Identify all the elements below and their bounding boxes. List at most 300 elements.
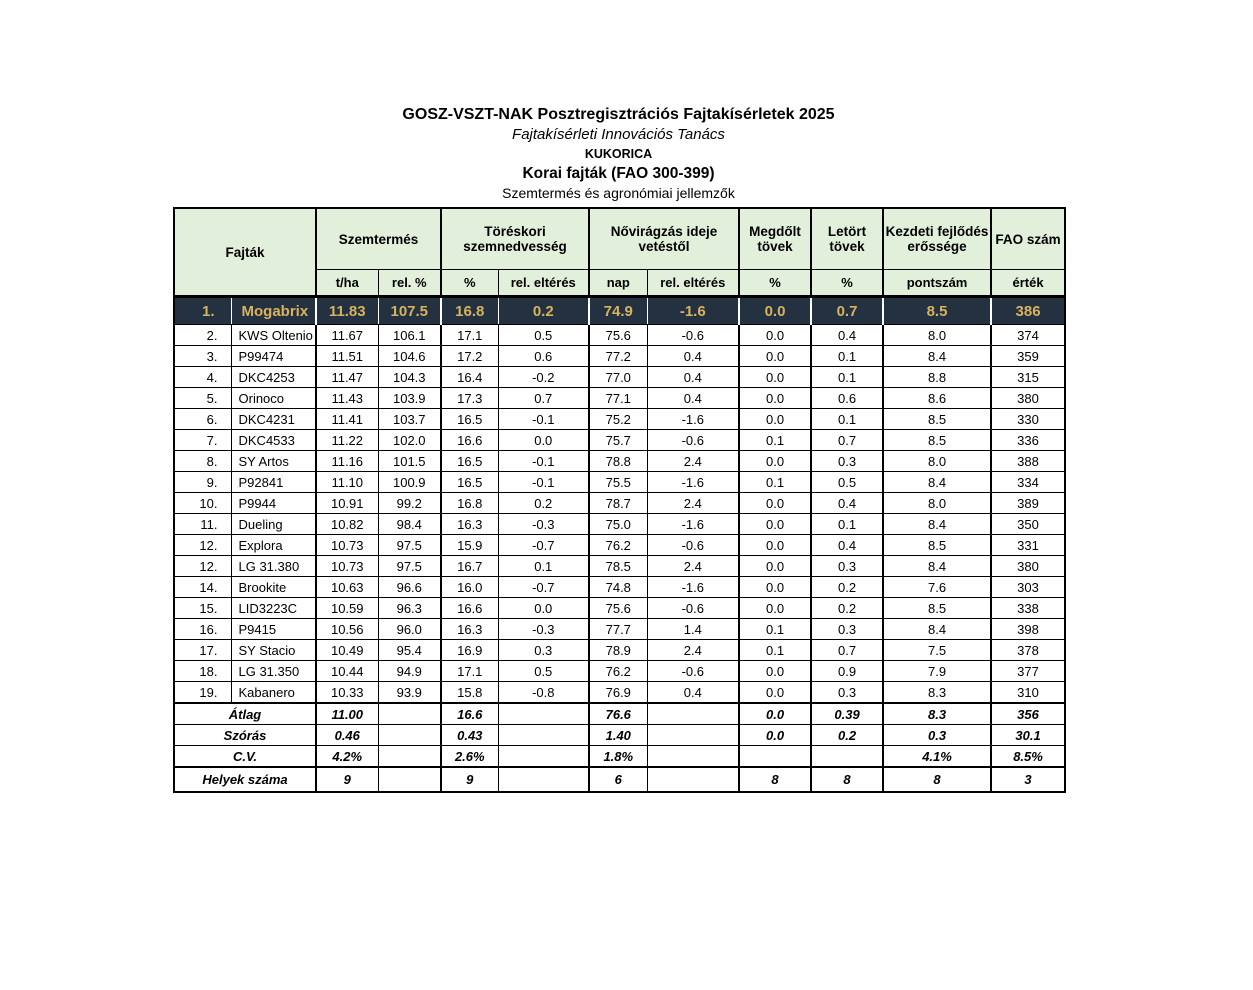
value-cell: 96.3	[378, 598, 441, 619]
value-cell: 8.4	[883, 514, 991, 535]
summary-value-cell: 0.2	[811, 725, 883, 746]
value-cell: 7.5	[883, 640, 991, 661]
value-cell: 0.2	[811, 577, 883, 598]
value-cell: 0.0	[739, 514, 811, 535]
variety-name-cell: KWS Oltenio	[231, 325, 316, 346]
value-cell: 96.6	[378, 577, 441, 598]
value-cell: 16.5	[441, 472, 498, 493]
value-cell: 10.56	[316, 619, 378, 640]
value-cell: -1.6	[647, 514, 739, 535]
summary-value-cell	[498, 746, 589, 768]
value-cell: 8.5	[883, 430, 991, 451]
variety-name-cell: Orinoco	[231, 388, 316, 409]
value-cell: 10.63	[316, 577, 378, 598]
summary-row	[174, 767, 1065, 792]
variety-name-cell: LID3223C	[231, 598, 316, 619]
value-cell: 76.9	[589, 682, 647, 704]
column-subheader: t/ha	[316, 270, 378, 297]
summary-value-cell: 4.2%	[316, 746, 378, 768]
value-cell: 74.8	[589, 577, 647, 598]
value-cell: 10.49	[316, 640, 378, 661]
table-row	[174, 577, 1065, 598]
variety-name-cell: DKC4231	[231, 409, 316, 430]
summary-value-cell: 0.0	[739, 703, 811, 725]
value-cell: 338	[991, 598, 1065, 619]
value-cell: 0.4	[811, 535, 883, 556]
column-subheader: rel. %	[378, 270, 441, 297]
summary-value-cell: 3	[991, 767, 1065, 792]
value-cell: 75.0	[589, 514, 647, 535]
value-cell: 11.83	[316, 297, 378, 325]
value-cell: 0.1	[811, 367, 883, 388]
value-cell: 0.3	[498, 640, 589, 661]
value-cell: 97.5	[378, 535, 441, 556]
value-cell: 16.4	[441, 367, 498, 388]
value-cell: 10.82	[316, 514, 378, 535]
value-cell: 11.22	[316, 430, 378, 451]
table-row	[174, 556, 1065, 577]
value-cell: 11.51	[316, 346, 378, 367]
summary-value-cell: 76.6	[589, 703, 647, 725]
summary-value-cell: 30.1	[991, 725, 1065, 746]
value-cell: 380	[991, 556, 1065, 577]
rank-cell: 1.	[174, 297, 231, 325]
table-header	[174, 208, 1065, 297]
variety-name-cell: P9415	[231, 619, 316, 640]
rank-cell: 14.	[174, 577, 231, 598]
value-cell: -0.7	[498, 535, 589, 556]
value-cell: 350	[991, 514, 1065, 535]
value-cell: -0.2	[498, 367, 589, 388]
value-cell: 0.7	[811, 297, 883, 325]
value-cell: -1.6	[647, 577, 739, 598]
summary-value-cell: 16.6	[441, 703, 498, 725]
value-cell: 0.0	[498, 598, 589, 619]
summary-value-cell: 2.6%	[441, 746, 498, 768]
summary-value-cell: 0.3	[883, 725, 991, 746]
value-cell: 8.4	[883, 472, 991, 493]
value-cell: 75.7	[589, 430, 647, 451]
value-cell: 0.4	[647, 682, 739, 704]
summary-value-cell	[378, 746, 441, 768]
value-cell: 331	[991, 535, 1065, 556]
table-row	[174, 367, 1065, 388]
value-cell: 78.9	[589, 640, 647, 661]
rank-cell: 9.	[174, 472, 231, 493]
value-cell: 16.3	[441, 514, 498, 535]
summary-label-cell: Átlag	[174, 703, 316, 725]
value-cell: 11.67	[316, 325, 378, 346]
column-group-header: Töréskori szemnedvesség	[441, 208, 589, 270]
value-cell: 75.6	[589, 598, 647, 619]
value-cell: 11.47	[316, 367, 378, 388]
variety-name-cell: P9944	[231, 493, 316, 514]
table-row	[174, 598, 1065, 619]
summary-value-cell: 8.5%	[991, 746, 1065, 768]
value-cell: 103.7	[378, 409, 441, 430]
value-cell: 103.9	[378, 388, 441, 409]
value-cell: 1.4	[647, 619, 739, 640]
summary-row	[174, 703, 1065, 725]
value-cell: 0.0	[739, 346, 811, 367]
value-cell: 2.4	[647, 556, 739, 577]
value-cell: 0.4	[647, 367, 739, 388]
summary-value-cell: 11.00	[316, 703, 378, 725]
table-row	[174, 451, 1065, 472]
table-row	[174, 430, 1065, 451]
column-group-header: Szemtermés	[316, 208, 441, 270]
value-cell: 10.59	[316, 598, 378, 619]
value-cell: -0.6	[647, 598, 739, 619]
table-row	[174, 388, 1065, 409]
value-cell: 0.2	[498, 493, 589, 514]
rank-cell: 6.	[174, 409, 231, 430]
value-cell: 0.4	[811, 493, 883, 514]
value-cell: 8.4	[883, 619, 991, 640]
value-cell: 17.2	[441, 346, 498, 367]
summary-value-cell	[811, 746, 883, 768]
column-subheader: %	[739, 270, 811, 297]
value-cell: -0.3	[498, 514, 589, 535]
value-cell: 77.2	[589, 346, 647, 367]
value-cell: 0.5	[498, 325, 589, 346]
table-body	[174, 297, 1065, 793]
value-cell: 8.4	[883, 346, 991, 367]
summary-value-cell	[378, 767, 441, 792]
value-cell: 0.1	[811, 514, 883, 535]
value-cell: 0.0	[739, 451, 811, 472]
value-cell: 95.4	[378, 640, 441, 661]
summary-value-cell: 1.8%	[589, 746, 647, 768]
summary-value-cell: 0.43	[441, 725, 498, 746]
value-cell: 0.0	[739, 297, 811, 325]
table-row	[174, 682, 1065, 704]
value-cell: 0.3	[811, 682, 883, 704]
value-cell: 96.0	[378, 619, 441, 640]
variety-name-cell: Mogabrix	[231, 297, 316, 325]
table-row	[174, 514, 1065, 535]
value-cell: 0.2	[498, 297, 589, 325]
summary-row	[174, 725, 1065, 746]
table-row	[174, 661, 1065, 682]
value-cell: 0.0	[739, 535, 811, 556]
value-cell: 77.1	[589, 388, 647, 409]
rank-cell: 11.	[174, 514, 231, 535]
section-title: Szemtermés és agronómiai jellemzők	[502, 185, 735, 201]
variety-name-cell: Dueling	[231, 514, 316, 535]
value-cell: 0.0	[739, 661, 811, 682]
value-cell: 0.4	[811, 325, 883, 346]
rank-cell: 12.	[174, 535, 231, 556]
value-cell: 75.5	[589, 472, 647, 493]
table-row	[174, 535, 1065, 556]
value-cell: 0.0	[739, 556, 811, 577]
value-cell: -0.6	[647, 430, 739, 451]
value-cell: 380	[991, 388, 1065, 409]
value-cell: 0.6	[811, 388, 883, 409]
value-cell: -0.6	[647, 661, 739, 682]
value-cell: 8.5	[883, 598, 991, 619]
value-cell: 8.3	[883, 682, 991, 704]
summary-value-cell	[498, 703, 589, 725]
value-cell: 2.4	[647, 640, 739, 661]
value-cell: 0.0	[739, 388, 811, 409]
table-row	[174, 325, 1065, 346]
summary-label-cell: C.V.	[174, 746, 316, 768]
rank-cell: 17.	[174, 640, 231, 661]
variety-name-cell: DKC4253	[231, 367, 316, 388]
value-cell: 16.6	[441, 430, 498, 451]
value-cell: -1.6	[647, 472, 739, 493]
value-cell: 76.2	[589, 661, 647, 682]
value-cell: 0.0	[739, 367, 811, 388]
column-group-header: Letört tövek	[811, 208, 883, 270]
summary-value-cell: 8	[811, 767, 883, 792]
summary-label-cell: Helyek száma	[174, 767, 316, 792]
rank-cell: 15.	[174, 598, 231, 619]
value-cell: 336	[991, 430, 1065, 451]
value-cell: 8.5	[883, 297, 991, 325]
value-cell: 359	[991, 346, 1065, 367]
variety-name-cell: DKC4533	[231, 430, 316, 451]
summary-value-cell	[378, 703, 441, 725]
value-cell: 8.0	[883, 451, 991, 472]
variety-name-cell: Explora	[231, 535, 316, 556]
value-cell: 97.5	[378, 556, 441, 577]
value-cell: 0.3	[811, 619, 883, 640]
value-cell: 377	[991, 661, 1065, 682]
value-cell: 0.0	[739, 409, 811, 430]
variety-name-cell: P92841	[231, 472, 316, 493]
value-cell: 0.4	[647, 346, 739, 367]
value-cell: 2.4	[647, 493, 739, 514]
value-cell: 0.0	[739, 682, 811, 704]
column-subheader: rel. eltérés	[647, 270, 739, 297]
value-cell: 8.8	[883, 367, 991, 388]
value-cell: 315	[991, 367, 1065, 388]
summary-value-cell: 356	[991, 703, 1065, 725]
value-cell: 98.4	[378, 514, 441, 535]
summary-value-cell: 0.39	[811, 703, 883, 725]
value-cell: 104.3	[378, 367, 441, 388]
summary-value-cell	[498, 725, 589, 746]
summary-value-cell	[498, 767, 589, 792]
value-cell: 0.2	[811, 598, 883, 619]
table-row	[174, 493, 1065, 514]
value-cell: -0.1	[498, 472, 589, 493]
value-cell: 17.1	[441, 661, 498, 682]
summary-value-cell: 9	[316, 767, 378, 792]
value-cell: 303	[991, 577, 1065, 598]
value-cell: 17.3	[441, 388, 498, 409]
value-cell: 16.0	[441, 577, 498, 598]
value-cell: 0.1	[739, 430, 811, 451]
table-row	[174, 619, 1065, 640]
summary-row	[174, 746, 1065, 768]
value-cell: 16.8	[441, 493, 498, 514]
rank-cell: 3.	[174, 346, 231, 367]
value-cell: 0.7	[811, 430, 883, 451]
value-cell: 0.5	[811, 472, 883, 493]
value-cell: 0.9	[811, 661, 883, 682]
value-cell: 93.9	[378, 682, 441, 704]
report-subtitle: Fajtakísérleti Innovációs Tanács	[512, 126, 725, 143]
value-cell: 76.2	[589, 535, 647, 556]
value-cell: -0.7	[498, 577, 589, 598]
value-cell: 310	[991, 682, 1065, 704]
value-cell: 78.5	[589, 556, 647, 577]
rank-cell: 8.	[174, 451, 231, 472]
value-cell: 2.4	[647, 451, 739, 472]
value-cell: 94.9	[378, 661, 441, 682]
value-cell: -0.8	[498, 682, 589, 704]
value-cell: 10.33	[316, 682, 378, 704]
value-cell: 8.0	[883, 493, 991, 514]
column-subheader: érték	[991, 270, 1065, 297]
variety-name-cell: Brookite	[231, 577, 316, 598]
table-row	[174, 640, 1065, 661]
value-cell: 8.0	[883, 325, 991, 346]
value-cell: 0.3	[811, 556, 883, 577]
summary-value-cell: 4.1%	[883, 746, 991, 768]
value-cell: 107.5	[378, 297, 441, 325]
value-cell: 10.73	[316, 556, 378, 577]
value-cell: 10.91	[316, 493, 378, 514]
report-sheet	[173, 104, 1064, 793]
title-block	[173, 104, 1064, 203]
variety-name-cell: LG 31.380	[231, 556, 316, 577]
value-cell: 16.8	[441, 297, 498, 325]
variety-name-cell: P99474	[231, 346, 316, 367]
value-cell: 0.6	[498, 346, 589, 367]
value-cell: 75.2	[589, 409, 647, 430]
summary-value-cell	[647, 746, 739, 768]
value-cell: 8.6	[883, 388, 991, 409]
value-cell: 386	[991, 297, 1065, 325]
column-subheader: pontszám	[883, 270, 991, 297]
column-subheader: %	[441, 270, 498, 297]
value-cell: 11.10	[316, 472, 378, 493]
value-cell: 17.1	[441, 325, 498, 346]
value-cell: 10.73	[316, 535, 378, 556]
value-cell: 0.4	[647, 388, 739, 409]
summary-value-cell: 8	[739, 767, 811, 792]
value-cell: 11.43	[316, 388, 378, 409]
summary-value-cell: 8.3	[883, 703, 991, 725]
value-cell: 15.8	[441, 682, 498, 704]
summary-label-cell: Szórás	[174, 725, 316, 746]
value-cell: 378	[991, 640, 1065, 661]
value-cell: 0.1	[498, 556, 589, 577]
value-cell: 0.7	[498, 388, 589, 409]
table-row	[174, 346, 1065, 367]
results-table	[173, 207, 1066, 793]
variety-name-cell: SY Stacio	[231, 640, 316, 661]
value-cell: 0.1	[811, 346, 883, 367]
summary-value-cell	[647, 703, 739, 725]
table-row-winner	[174, 297, 1065, 325]
group-title: Korai fajták (FAO 300-399)	[522, 165, 715, 182]
column-group-header: Megdőlt tövek	[739, 208, 811, 270]
summary-value-cell: 9	[441, 767, 498, 792]
value-cell: 0.3	[811, 451, 883, 472]
column-subheader: %	[811, 270, 883, 297]
value-cell: 100.9	[378, 472, 441, 493]
value-cell: 0.0	[739, 493, 811, 514]
value-cell: 104.6	[378, 346, 441, 367]
summary-value-cell: 8	[883, 767, 991, 792]
variety-name-cell: SY Artos	[231, 451, 316, 472]
value-cell: 0.1	[739, 619, 811, 640]
rank-cell: 12.	[174, 556, 231, 577]
value-cell: 102.0	[378, 430, 441, 451]
rank-cell: 5.	[174, 388, 231, 409]
value-cell: 8.5	[883, 409, 991, 430]
value-cell: 8.5	[883, 535, 991, 556]
variety-name-cell: LG 31.350	[231, 661, 316, 682]
value-cell: 398	[991, 619, 1065, 640]
value-cell: 16.5	[441, 409, 498, 430]
value-cell: 8.4	[883, 556, 991, 577]
value-cell: 7.9	[883, 661, 991, 682]
value-cell: 0.0	[498, 430, 589, 451]
value-cell: 0.1	[739, 472, 811, 493]
table-row	[174, 409, 1065, 430]
value-cell: 7.6	[883, 577, 991, 598]
value-cell: 106.1	[378, 325, 441, 346]
value-cell: 0.0	[739, 598, 811, 619]
column-subheader: nap	[589, 270, 647, 297]
report-title: GOSZ-VSZT-NAK Posztregisztrációs Fajtakísérletek 2025	[402, 106, 835, 123]
crop-name: KUKORICA	[584, 147, 653, 161]
value-cell: 15.9	[441, 535, 498, 556]
value-cell: 388	[991, 451, 1065, 472]
value-cell: -1.6	[647, 409, 739, 430]
summary-value-cell	[647, 767, 739, 792]
value-cell: -1.6	[647, 297, 739, 325]
value-cell: 389	[991, 493, 1065, 514]
rank-cell: 4.	[174, 367, 231, 388]
value-cell: 78.7	[589, 493, 647, 514]
summary-value-cell: 1.40	[589, 725, 647, 746]
value-cell: 0.0	[739, 577, 811, 598]
value-cell: 78.8	[589, 451, 647, 472]
value-cell: 11.41	[316, 409, 378, 430]
value-cell: 75.6	[589, 325, 647, 346]
variety-name-cell: Kabanero	[231, 682, 316, 704]
rank-cell: 16.	[174, 619, 231, 640]
value-cell: 11.16	[316, 451, 378, 472]
column-group-header: Kezdeti fejlődés erőssége	[883, 208, 991, 270]
value-cell: 16.3	[441, 619, 498, 640]
summary-value-cell: 0.0	[739, 725, 811, 746]
value-cell: 0.1	[811, 409, 883, 430]
value-cell: 0.5	[498, 661, 589, 682]
value-cell: -0.6	[647, 325, 739, 346]
value-cell: 0.1	[739, 640, 811, 661]
summary-value-cell: 0.46	[316, 725, 378, 746]
rank-cell: 7.	[174, 430, 231, 451]
value-cell: 77.0	[589, 367, 647, 388]
column-group-header: FAO szám	[991, 208, 1065, 270]
value-cell: 0.0	[739, 325, 811, 346]
value-cell: -0.1	[498, 451, 589, 472]
value-cell: 374	[991, 325, 1065, 346]
column-header-fajtak: Fajták	[174, 208, 316, 297]
value-cell: 101.5	[378, 451, 441, 472]
value-cell: 16.6	[441, 598, 498, 619]
value-cell: 0.7	[811, 640, 883, 661]
